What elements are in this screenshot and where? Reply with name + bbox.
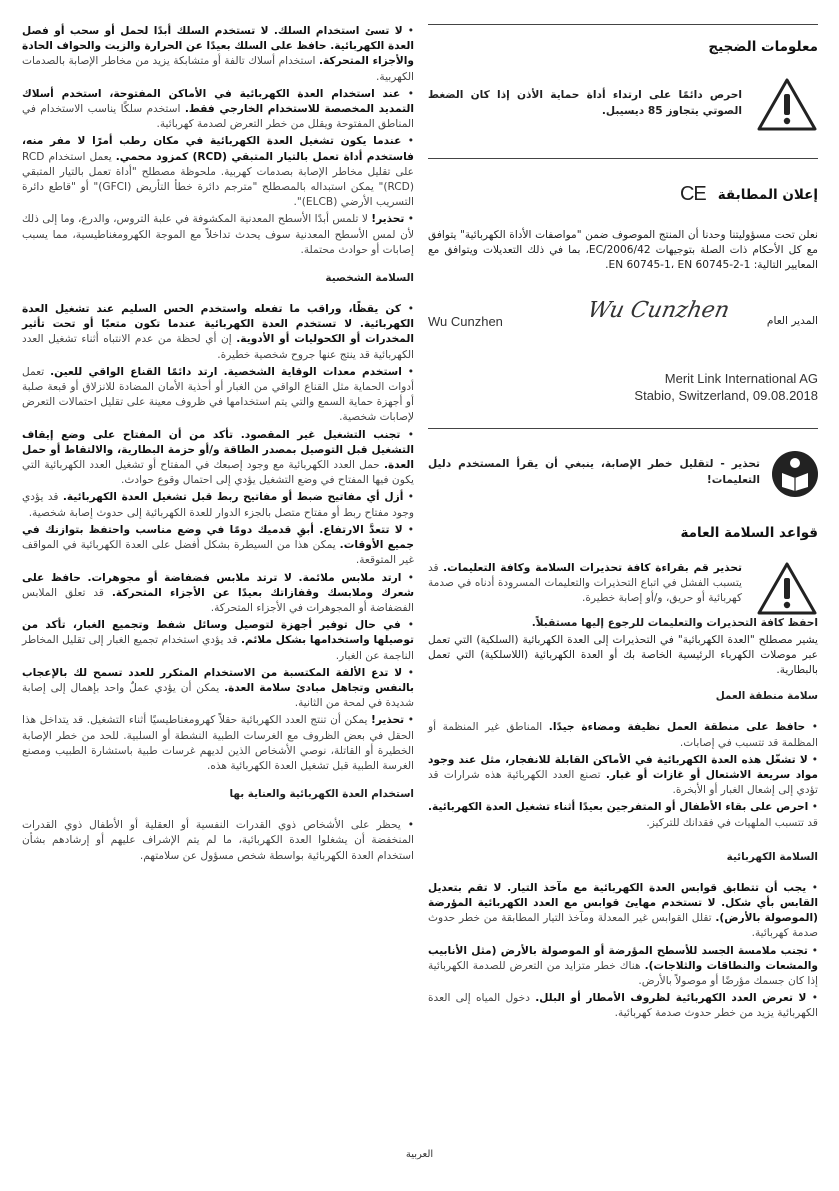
read-manual-block: [428, 451, 818, 497]
list-item: • كن يقظًا، وراقب ما تفعله واستخدم الحس السليم عند تشغيل العدة الكهربائية. لا تستخدم العدة الكهربائية عندما تكون متعبًا أو تحت تأثير المخدرات أو الكحوليات أو الأدوية. إن أي لحظة من عدم الانتباه أثناء تشغيل العدد الكهربائية قد ينتج عنها جروح شخصية خطيرة.: [22, 303, 415, 361]
keep-instructions: احفظ كافة التحذيرات والتعليمات للرجوع إليها مستقبلاً.: [531, 616, 818, 629]
item-bold: في حال توفير أجهزة لتوصيل وسائل شفط وتجميع الغبار، تأكد من توصيلها واستخدامها بشكل ملائم.: [22, 619, 414, 647]
list-item: • تحذير! يمكن أن تنتج العدد الكهربائية حقلاً كهرومغناطيسيًا أثناء التشغيل. قد يتداخل هذا الحقل في بعض الظروف مع الغرسات الطبية النشطة أو السلبية. للحد من خطر الإصابة الخطيرة أو القاتلة، نوصي الأشخاص الذين لديهم غرسات طبية باستشارة الطبيب ومصنع الغرسة الطبية قبل تشغيل العدة الكهربائية هذه.: [22, 714, 414, 772]
item-text: قد يؤدي استخدام تجميع الغبار إلى تقليل المخاطر الناجمة عن الغبار.: [22, 634, 414, 662]
work-area-heading: سلامة منطقة العمل: [715, 690, 818, 703]
item-text: قد تعلق الملابس الفضفاضة أو المجوهرات في الأجزاء المتحركة.: [22, 586, 414, 614]
item-text: تقلل القوابس غير المعدلة ومآخذ التيار المطابقة من خطر حدوث صدمة كهربائية.: [428, 912, 818, 940]
item-bold: تجنب ملامسة الجسد للأسطح المؤرضة أو الموصولة بالأرض (مثل الأنابيب والمشعات والنطاقات والثلاجات).: [428, 944, 818, 972]
item-text: يعمل استخدام RCD على تقليل مخاطر الإصابة بصدمات كهربية. ملحوظة مصطلح "أداة تعمل بالتيار المتبقي (RCD)" يمكن استبداله بالمصطلح "مترجم دائرة خطأ التأريض (GFCI)" أو "قاطع دائرة التسريب الأرضي (ELCB)".: [22, 150, 414, 209]
item-bold: تحذير!: [371, 213, 405, 226]
electrical-list: [428, 881, 818, 1022]
item-bold: عندما يكون تشغيل العدة الكهربائية في مكان رطب أمرًا لا مفر منه، فاستخدم أداة تعمل بالتيار المتبقي (RCD) كمزود محمي.: [22, 135, 414, 163]
item-bold: لا تشغّل هذه العدة الكهربائية في الأماكن القابلة للانفجار، مثل عند وجود مواد سريعة الاشتعال أو غازات أو غبار.: [428, 753, 818, 782]
section-divider: [428, 428, 818, 429]
warning-triangle-icon: [756, 77, 818, 132]
item-text: لا تلمس أبدًا الأسطح المعدنية المكشوفة في علبة التروس، والدرع، وما إلى ذلك لأن لمس الأسطح المعدنية سوف يحدث تداخلاً مع الموجة الكهرومغناطيسية، مما يسبب إصابات أو حوادث محتملة.: [22, 213, 414, 256]
conformity-heading: إعلان المطابقة: [717, 186, 818, 203]
item-bold: استخدم معدات الوقاية الشخصية. ارتد دائمًا القناع الواقي للعين.: [50, 365, 402, 378]
conformity-header: [428, 183, 818, 206]
list-item: • لا تشغّل هذه العدة الكهربائية في الأماكن القابلة للانفجار، مثل عند وجود مواد سريعة الاشتعال أو غازات أو غبار. تصنع العدد الكهربائية هذه شرارات قد تؤدي إلى إشعال الغبار أو الأبخرة.: [428, 753, 818, 797]
personal-safety-list: [22, 302, 414, 774]
read-manual-text: تحذير - لتقليل خطر الإصابة، ينبغي أن يقرأ المستخدم دليل التعليمات!: [428, 458, 760, 486]
list-item: • لا تسئ استخدام السلك. لا تستخدم السلك أبدًا لحمل أو سحب أو فصل العدة الكهربائية. حافظ على السلك بعيدًا عن الحرارة والزيت والحواف الحادة والأجزاء المتحركة. استخدام أسلاك تالفة أو متشابكة يزيد من مخاطر الإصابة بالصدمات الكهربية.: [22, 25, 415, 83]
noise-text: احرص دائمًا على ارتداء أداة حماية الأذن إذا كان الضغط الصوتي يتجاوز 85 ديسيبل.: [428, 89, 742, 117]
item-text: استخدم سلكًا يناسب الاستخدام في المناطق المفتوحة ويقلل من خطر التعرض لصدمة كهربائية.: [22, 103, 414, 131]
left-column: [22, 24, 414, 866]
page-footer-language: العربية: [405, 1149, 434, 1160]
item-text: دخول المياه إلى العدة الكهربائية يزيد من خطر حدوث صدمة كهربائية.: [428, 992, 818, 1020]
list-item: • أزل أي مفاتيح ضبط أو مفاتيح ربط قبل تشغيل العدة الكهربائية. قد يؤدي وجود مفتاح ربط أو مفتاح متصل بالجزء الدوار للعدة الكهربائية إلى حدوث إصابة شخصية.: [22, 491, 414, 519]
section-divider: [428, 158, 818, 159]
item-text: إن أي لحظة من عدم الانتباه أثناء تشغيل العدد الكهربائية قد ينتج عنها جروح شخصية خطيرة.: [22, 333, 414, 361]
list-item: • حافظ على منطقة العمل نظيفة ومضاءة جيدًا. المناطق غير المنظمة أو المظلمة قد تتسبب في إصابات.: [428, 721, 818, 749]
noise-heading: معلومات الضجيج: [708, 39, 818, 55]
item-bold: تحذير!: [371, 714, 405, 727]
item-bold: حافظ على منطقة العمل نظيفة ومضاءة جيدًا.: [548, 721, 806, 734]
list-item: • لا تعرض العدد الكهربائية لظروف الأمطار أو البلل. دخول المياه إلى العدة الكهربائية يزيد من خطر حدوث صدمة كهربائية.: [428, 992, 818, 1020]
item-bold: لا تعرض العدد الكهربائية لظروف الأمطار أو البلل.: [535, 992, 807, 1005]
ce-mark-icon: CE: [679, 183, 706, 205]
item-text: حمل العدد الكهربائية مع وجود إصبعك في المفتاح أو تشغيل العدد الكهربائية التي يكون فيها المفتاح في وضع التشغيل يؤدي إلى احتمال وقوع حوادث.: [22, 459, 414, 487]
general-safety-heading: قواعد السلامة العامة: [680, 524, 818, 541]
signer-name: Wu Cunzhen: [428, 313, 503, 329]
warning-triangle-icon: [756, 561, 818, 616]
item-text: يمكن أن يؤدي عملٌ واحد بإهمال إلى إصابة شديدة في لمحة من الثانية.: [22, 681, 414, 710]
power-tool-term: يشير مصطلح "العدة الكهربائية" في التحذيرات إلى العدة الكهربائية (السلكية) التي تعمل عبر موصلات الكهرباء الرئيسية الخاصة بك أو العدة الكهربائية (اللاسلكية) التي تعمل بالبطارية.: [428, 633, 818, 677]
use-care-list: [22, 818, 414, 864]
item-text: تعمل أدوات الحماية مثل القناع الواقي من الغبار أو أحذية الأمان المضادة للانزلاق أو قبعة صلبة أو أجهزة حماية السمع والتي يتم استخدامها في ظروف معينة على تقليل احتمالات التعرض لإصابات شخصية.: [22, 365, 414, 424]
item-text: المناطق غير المنظمة أو المظلمة قد تتسبب في إصابات.: [428, 721, 818, 749]
item-bold: ارتد ملابس ملائمة. لا ترتد ملابس فضفاضة أو مجوهرات. حافظ على شعرك وملابسك وقفازاتك بعيدًا عن الأجزاء المتحركة.: [22, 571, 415, 599]
list-item: • عند استخدام العدة الكهربائية في الأماكن المفتوحة، استخدم أسلاك التمديد المخصصة للاستخدام الخارجي فقط. استخدم سلكًا يناسب الاستخدام في المناطق المفتوحة ويقلل من خطر التعرض لصدمة كهربائية.: [22, 87, 415, 131]
personal-safety-heading: السلامة الشخصية: [325, 272, 414, 285]
item-text: يحظر على الأشخاص ذوي القدرات النفسية أو العقلية أو الأطفال ذوي القدرات المنخفضة أن يشغلوا العدة الكهربائية، ما لم يتم الإشراف عليهم أو إرشادهم بشأن استخدام العدة الكهربائية بواسطة شخص مسؤول عن سلامتهم.: [22, 819, 414, 862]
list-item: • يحظر على الأشخاص ذوي القدرات النفسية أو العقلية أو الأطفال ذوي القدرات المنخفضة أن يشغلوا العدة الكهربائية، ما لم يتم الإشراف عليهم أو إرشادهم بشأن استخدام العدة الكهربائية بواسطة شخص مسؤول عن سلامتهم.: [22, 819, 414, 862]
signature: Wu Cunzhen: [585, 297, 732, 323]
company-block: [428, 370, 818, 404]
list-item: • استخدم معدات الوقاية الشخصية. ارتد دائمًا القناع الواقي للعين. تعمل أدوات الحماية مثل القناع الواقي من الغبار أو أحذية الأمان المضادة للانزلاق أو قبعة صلبة أو أجهزة حماية السمع والتي يتم استخدامها في ظروف معينة على تقليل احتمالات التعرض لإصابات شخصية.: [22, 365, 414, 424]
section-divider: [428, 24, 818, 25]
work-area-list: [428, 720, 818, 830]
item-text: يمكن هذا من السيطرة بشكل أفضل على العدة الكهربائية في المواقف غير المتوقعة.: [22, 539, 414, 567]
item-bold: احرص على بقاء الأطفال أو المتفرجين بعيدًا أثناء تشغيل العدة الكهربائية.: [428, 801, 809, 814]
list-item: • لا تدع الألفة المكتسبة من الاستخدام المتكرر للعدد تسمح لك بالإعجاب بالنفس وتجاهل مبادئ سلامة العدة. يمكن أن يؤدي عملٌ واحد بإهمال إلى إصابة شديدة في لمحة من الثانية.: [22, 666, 414, 710]
list-item: • يجب أن تتطابق قوابس العدة الكهربائية مع مآخذ التيار. لا تقم بتعديل القابس بأي شكل. لا تستخدم مهايئ قوابس مع العدد الكهربائية المؤرضة (الموصولة بالأرض). تقلل القوابس غير المعدلة ومآخذ التيار المطابقة من خطر حدوث صدمة كهربائية.: [428, 881, 818, 940]
electrical-heading: السلامة الكهربائية: [726, 850, 818, 863]
item-text: قد يؤدي وجود مفتاح ربط أو مفتاح متصل بالجزء الدوار للعدة الكهربائية إلى حدوث إصابة شخصية.: [22, 491, 414, 519]
item-text: قد تتسبب الملهيات في فقدانك للتركيز.: [646, 816, 818, 829]
general-warning: [428, 561, 742, 607]
item-text: استخدام أسلاك تالفة أو متشابكة يزيد من مخاطر الإصابة بالصدمات الكهربية.: [22, 55, 414, 83]
item-bold: يجب أن تتطابق قوابس العدة الكهربائية مع مآخذ التيار. لا تقم بتعديل القابس بأي شكل. لا تستخدم مهايئ قوابس مع العدد الكهربائية المؤرضة (الموصولة بالأرض).: [428, 881, 818, 925]
list-item: • ارتد ملابس ملائمة. لا ترتد ملابس فضفاضة أو مجوهرات. حافظ على شعرك وملابسك وقفازاتك بعيدًا عن الأجزاء المتحركة. قد تعلق الملابس الفضفاضة أو المجوهرات في الأجزاء المتحركة.: [22, 571, 415, 614]
right-column: [428, 24, 818, 1024]
signer-title: المدير العام: [766, 314, 818, 327]
item-text: هناك خطر متزايد من التعرض للصدمة الكهربائية إذا كان جسمك مؤرضًا أو موصولاً بالأرض.: [428, 959, 818, 988]
list-item: • احرص على بقاء الأطفال أو المتفرجين بعيدًا أثناء تشغيل العدة الكهربائية. قد تتسبب الملهيات في فقدانك للتركيز.: [428, 801, 818, 829]
list-item: • في حال توفير أجهزة لتوصيل وسائل شفط وتجميع الغبار، تأكد من توصيلها واستخدامها بشكل ملائم. قد يؤدي استخدام تجميع الغبار إلى تقليل المخاطر الناجمة عن الغبار.: [22, 619, 414, 662]
list-item: • عندما يكون تشغيل العدة الكهربائية في مكان رطب أمرًا لا مفر منه، فاستخدم أداة تعمل بالتيار المتبقي (RCD) كمزود محمي. يعمل استخدام RCD على تقليل مخاطر الإصابة بصدمات كهربية. ملحوظة مصطلح "أداة تعمل بالتيار المتبقي (RCD)" يمكن استبداله بالمصطلح "مترجم دائرة خطأ التأريض (GFCI)" أو "قاطع دائرة التسريب الأرضي (ELCB)".: [22, 135, 414, 209]
item-text: يمكن أن تنتج العدد الكهربائية حقلاً كهرومغناطيسيًا أثناء التشغيل. قد يتداخل هذا الحقل في بعض الظروف مع الغرسات الطبية النشطة أو السلبية. للحد من خطر الإصابة الخطيرة أو القاتلة، نوصي الأشخاص الذين لديهم غرسات طبية باستشارة الطبيب ومصنع الغرسة الطبية قبل تشغيل العدة الكهربائية هذه.: [22, 714, 414, 772]
general-warning-block: [428, 561, 818, 616]
item-bold: عند استخدام العدة الكهربائية في الأماكن المفتوحة، استخدم أسلاك التمديد المخصصة للاستخدام الخارجي فقط.: [22, 87, 415, 116]
company-name: Merit Link International AG: [664, 370, 818, 386]
item-bold: لا تدع الألفة المكتسبة من الاستخدام المتكرر للعدد تسمح لك بالإعجاب بالنفس وتجاهل مبادئ سلامة العدة.: [22, 666, 414, 694]
list-item: • تجنب التشغيل غير المقصود. تأكد من أن المفتاح على وضع إيقاف التشغيل قبل التوصيل بمصدر الطاقة و/أو حزمة البطارية، والالتقاط أو حمل العدة. حمل العدد الكهربائية مع وجود إصبعك في المفتاح أو تشغيل العدد الكهربائية التي يكون فيها المفتاح في وضع التشغيل يؤدي إلى احتمال وقوع حوادث.: [22, 428, 414, 487]
read-manual-icon: [772, 451, 818, 497]
noise-block: [428, 77, 818, 132]
item-bold: تجنب التشغيل غير المقصود. تأكد من أن المفتاح على وضع إيقاف التشغيل قبل التوصيل بمصدر الطاقة و/أو حزمة البطارية، والالتقاط أو حمل العدة.: [22, 428, 414, 472]
signature-row: [428, 288, 818, 350]
item-bold: كن يقظًا، وراقب ما تفعله واستخدم الحس السليم عند تشغيل العدة الكهربائية. لا تستخدم العدة الكهربائية عندما تكون متعبًا أو تحت تأثير المخدرات أو الكحوليات أو الأدوية.: [22, 303, 415, 346]
place-date: Stabio, Switzerland, 09.08.2018: [634, 387, 818, 403]
item-bold: أزل أي مفاتيح ضبط أو مفاتيح ربط قبل تشغيل العدة الكهربائية.: [62, 491, 404, 504]
item-bold: لا تتعدَّ الارتفاع. أبقِ قدميك دومًا في وضع مناسب واحتفظ بتوازنك في جميع الأوقات.: [22, 523, 414, 552]
conformity-text: نعلن تحت مسؤوليتنا وحدنا أن المنتج الموصوف ضمن "مواصفات الأداة الكهربائية" يتوافق مع كل الأحكام ذات الصلة بتوجيهات 2006/42/EC، بما في ذلك التعديلات ويتوافق مع المعايير التالية: EN 60745-1، EN 60745-2-1.: [428, 229, 818, 272]
item-bold: لا تسئ استخدام السلك. لا تستخدم السلك أبدًا لحمل أو سحب أو فصل العدة الكهربائية. حافظ على السلك بعيدًا عن الحرارة والزيت والحواف الحادة والأجزاء المتحركة.: [22, 25, 415, 68]
item-text: تصنع العدد الكهربائية هذه شرارات قد تؤدي إلى إشعال الغبار أو الأبخرة.: [428, 769, 818, 797]
list-item: • لا تتعدَّ الارتفاع. أبقِ قدميك دومًا في وضع مناسب واحتفظ بتوازنك في جميع الأوقات. يمكن هذا من السيطرة بشكل أفضل على العدة الكهربائية في المواقف غير المتوقعة.: [22, 523, 414, 567]
general-warning-text: قد يتسبب الفشل في اتباع التحذيرات والتعليمات المسرودة أدناه في صدمة كهربائية أو حريق، و/أو إصابة خطيرة.: [428, 561, 742, 605]
general-warning-bold: تحذير قم بقراءة كافة تحذيرات السلامة وكافة التعليمات.: [443, 561, 742, 574]
use-care-heading: استخدام العدة الكهربائية والعناية بها: [229, 788, 414, 801]
list-item: • تجنب ملامسة الجسد للأسطح المؤرضة أو الموصولة بالأرض (مثل الأنابيب والمشعات والنطاقات والثلاجات). هناك خطر متزايد من التعرض للصدمة الكهربائية إذا كان جسمك مؤرضًا أو موصولاً بالأرض.: [428, 944, 818, 988]
electrical-cont-list: [22, 24, 414, 258]
list-item: • تحذير! لا تلمس أبدًا الأسطح المعدنية المكشوفة في علبة التروس، والدرع، وما إلى ذلك لأن لمس الأسطح المعدنية سوف يحدث تداخلاً مع الموجة الكهرومغناطيسية، مما يسبب إصابات أو حوادث محتملة.: [22, 213, 414, 256]
